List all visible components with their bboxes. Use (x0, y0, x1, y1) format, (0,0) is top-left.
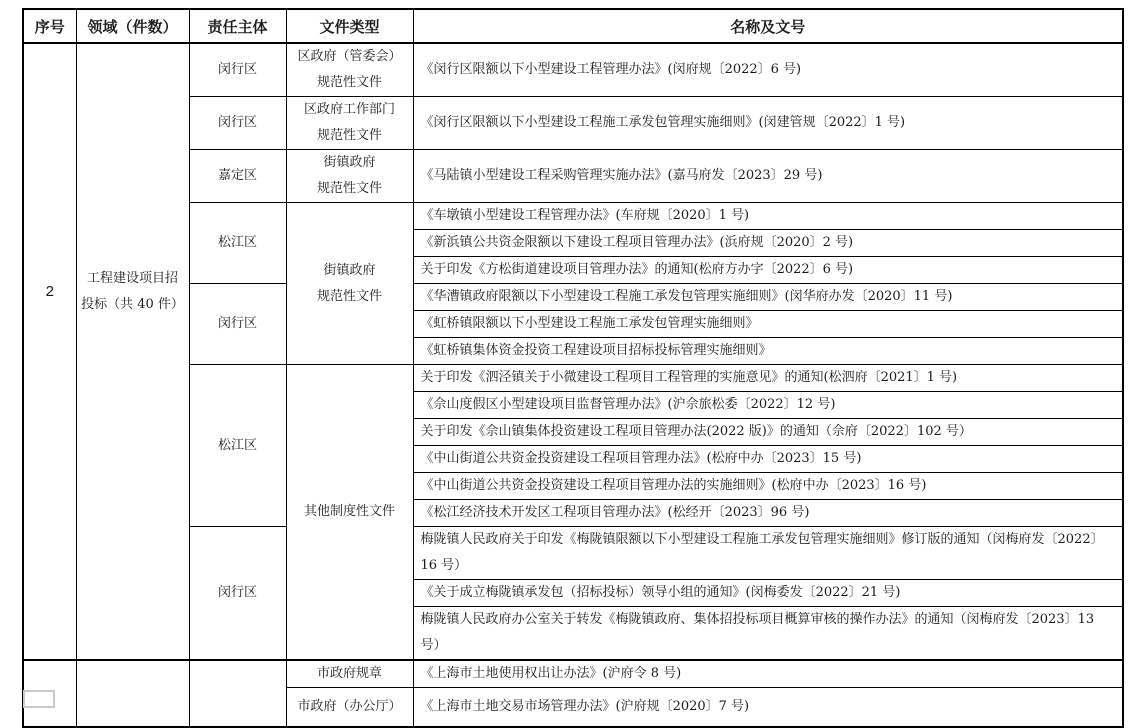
table-row (23, 660, 1123, 688)
field-line-1: 工程建设项目招 (86, 270, 178, 286)
field-cell-empty (76, 660, 189, 727)
doc-type-line: 街镇政府 (323, 262, 376, 278)
subject-cell: 闵行区 (189, 97, 286, 150)
doc-name-cell: 《车墩镇小型建设工程管理办法》(车府规〔2020〕1 号) (413, 203, 1123, 230)
table-row (23, 43, 1123, 97)
doc-name-cell: 《虹桥镇集体资金投资工程建设项目招标投标管理实施细则》 (413, 338, 1123, 365)
doc-name-cell: 关于印发《泗泾镇关于小微建设工程项目工程管理的实施意见》的通知(松泗府〔2021〕1 号) (413, 365, 1123, 392)
doc-type-cell (286, 365, 413, 661)
header-field: 领域（件数） (76, 9, 189, 43)
doc-name-cell: 《上海市土地交易市场管理办法》(沪府规〔2020〕7 号) (413, 688, 1123, 727)
doc-name-cell: 关于印发《佘山镇集体投资建设工程项目管理办法(2022 版)》的通知（佘府〔2022〕102 号） (413, 419, 1123, 446)
regulatory-documents-table (22, 8, 1124, 728)
doc-type-line: 市政府（办公厅） (297, 698, 402, 714)
subject-cell: 松江区 (189, 203, 286, 284)
doc-type-cell (286, 660, 413, 688)
subject-cell: 闵行区 (189, 43, 286, 97)
doc-type-line: 规范性文件 (316, 128, 382, 143)
doc-name-cell: 《中山街道公共资金投资建设工程项目管理办法》(松府中办〔2023〕15 号) (413, 446, 1123, 473)
subject-cell: 闵行区 (189, 527, 286, 661)
doc-name-cell: 《虹桥镇限额以下小型建设工程施工承发包管理实施细则》 (413, 311, 1123, 338)
doc-name-cell: 《新浜镇公共资金限额以下建设工程项目管理办法》(浜府规〔2020〕2 号) (413, 230, 1123, 257)
header-serial: 序号 (23, 9, 76, 43)
doc-type-line: 区政府工作部门 (303, 102, 395, 117)
doc-type-cell (286, 150, 413, 203)
doc-type-cell (286, 97, 413, 150)
doc-type-cell (286, 688, 413, 727)
doc-name-cell: 关于印发《方松街道建设项目管理办法》的通知(松府方办字〔2022〕6 号) (413, 257, 1123, 284)
doc-name-cell: 《华漕镇政府限额以下小型建设工程施工承发包管理实施细则》(闵华府办发〔2020〕11 号) (413, 284, 1123, 311)
doc-type-line: 规范性文件 (316, 181, 382, 196)
subject-cell: 闵行区 (189, 284, 286, 365)
doc-name-cell: 《马陆镇小型建设工程采购管理实施办法》(嘉马府发〔2023〕29 号) (413, 150, 1123, 203)
next-page-fragment (23, 690, 55, 708)
doc-type-line: 规范性文件 (316, 75, 382, 90)
subject-cell-empty (189, 660, 286, 727)
field-line-2: 投标（共 40 件） (81, 296, 184, 312)
doc-name-cell: 《闵行区限额以下小型建设工程管理办法》(闵府规〔2022〕6 号) (413, 43, 1123, 97)
doc-name-cell: 《上海市土地使用权出让办法》(沪府令 8 号) (413, 660, 1123, 688)
header-subject: 责任主体 (189, 9, 286, 43)
subject-cell: 松江区 (189, 365, 286, 527)
doc-name-cell: 梅陇镇人民政府办公室关于转发《梅陇镇政府、集体招投标项目概算审核的操作办法》的通知（闵梅府发〔2023〕13 号） (413, 607, 1123, 661)
doc-name-cell: 《中山街道公共资金投资建设工程项目管理办法的实施细则》(松府中办〔2023〕16 号) (413, 473, 1123, 500)
doc-name-cell: 《关于成立梅陇镇承发包（招标投标）领导小组的通知》(闵梅委发〔2022〕21 号) (413, 580, 1123, 607)
serial-cell: 2 (23, 43, 76, 660)
subject-cell: 嘉定区 (189, 150, 286, 203)
doc-type-line: 市政府规章 (316, 666, 382, 681)
doc-type-line: 其他制度性文件 (303, 504, 395, 519)
doc-type-cell (286, 203, 413, 365)
header-doc-type: 文件类型 (286, 9, 413, 43)
doc-name-cell: 《佘山度假区小型建设项目监督管理办法》(沪佘旅松委〔2022〕12 号) (413, 392, 1123, 419)
doc-type-cell (286, 43, 413, 97)
doc-name-cell: 《松江经济技术开发区工程项目管理办法》(松经开〔2023〕96 号) (413, 500, 1123, 527)
header-doc-name: 名称及文号 (413, 9, 1123, 43)
doc-type-line: 街镇政府 (323, 155, 376, 170)
doc-type-line: 区政府（管委会） (297, 49, 402, 64)
header-row (23, 9, 1123, 43)
doc-name-cell: 《闵行区限额以下小型建设工程施工承发包管理实施细则》(闵建管规〔2022〕1 号) (413, 97, 1123, 150)
doc-type-line: 规范性文件 (316, 288, 382, 304)
doc-name-cell: 梅陇镇人民政府关于印发《梅陇镇限额以下小型建设工程施工承发包管理实施细则》修订版的通知（闵梅府发〔2022〕16 号） (413, 527, 1123, 580)
field-cell (76, 43, 189, 660)
